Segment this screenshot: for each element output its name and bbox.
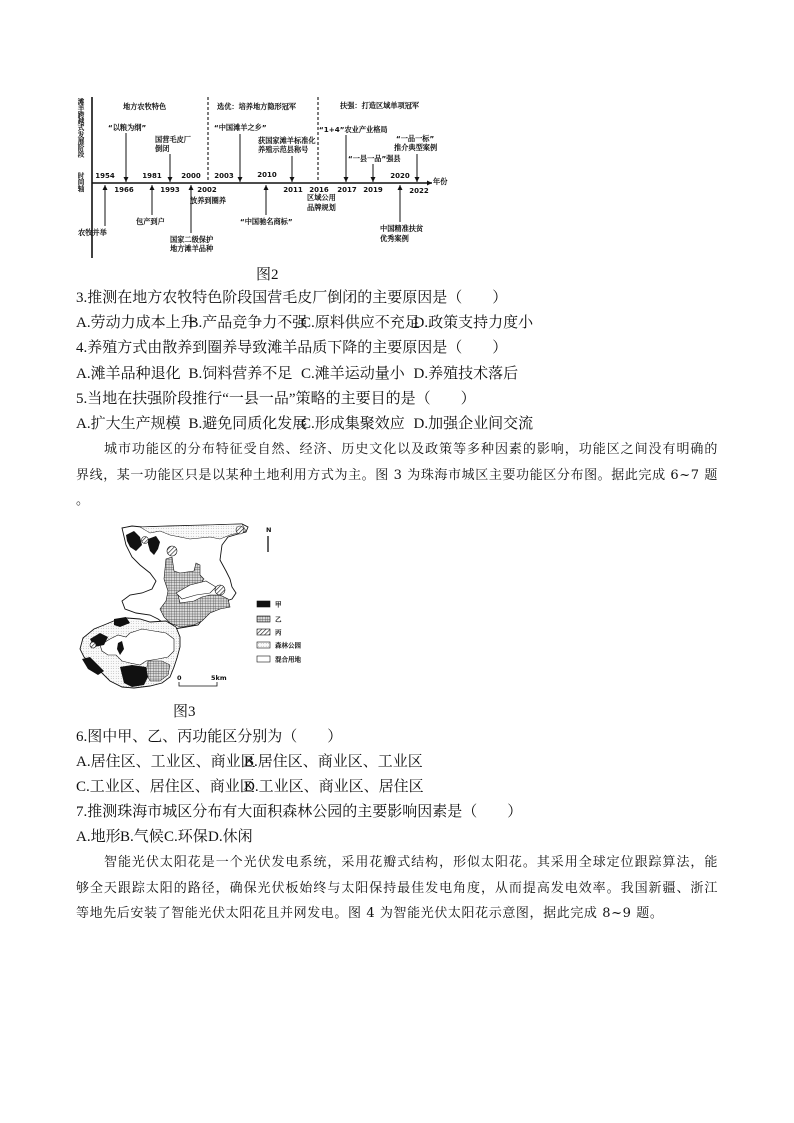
figure-2-caption: 图2 [256,267,279,283]
year-label: 1966 [114,186,134,194]
scale-start-label: 0 [177,674,182,682]
year-label: 2003 [214,172,234,180]
option-c: C.环保 [164,829,208,845]
legend-label: 混合用地 [275,655,301,664]
option-b: B.居住区、商业区、工业区 [244,754,423,770]
event-label: 国家二级保护 [170,235,214,244]
phase-header: 地方农牧特色 [123,102,167,111]
question-4-stem: 4.养殖方式由散养到圈养导致滩羊品质下降的主要原因是（ ） [76,340,508,356]
year-label: 2022 [409,187,429,195]
question-3-stem: 3.推测在地方农牧特色阶段国营毛皮厂倒闭的主要原因是（ ） [76,290,508,306]
legend-swatch-bing [257,629,270,635]
year-label: 2016 [309,186,329,194]
passage-2-line: 够全天跟踪太阳的路径，确保光伏板始终与太阳保持最佳发电角度，从而提高发电效率。我国新疆、浙江 [76,881,718,896]
legend-swatch-forest-park [257,642,270,648]
option-c: C.工业区、居住区、商业区 [76,779,255,795]
legend-label: 甲 [275,600,282,609]
figure-3-caption: 图3 [173,704,196,720]
zhuhai-function-zone-map [70,515,310,695]
option-b: B.避免同质化发展 [188,416,308,432]
year-label: 2017 [337,186,357,194]
option-d: D.休闲 [208,829,253,845]
question-6-options-cd [76,775,424,800]
event-label: 农牧并举 [78,228,107,237]
legend-swatch-mixed-use [257,656,270,662]
event-label: 包产到户 [136,217,165,226]
event-label: 国营毛皮厂 [155,135,191,144]
option-a: A.劳动力成本上升 [76,315,196,331]
phase-header: 选优：培养地方隐形冠军 [217,102,297,111]
event-label: 养殖示范县称号 [258,145,309,154]
question-7-stem: 7.推测珠海市城区分布有大面积森林公园的主要影响因素是（ ） [76,804,523,820]
time-axis-label: 时间轴 [76,172,84,192]
event-label: “1+4”农业产业格局 [319,125,388,134]
question-6-stem: 6.图中甲、乙、丙功能区分别为（ ） [76,729,343,745]
passage-2-line: 智能光伏太阳花是一个光伏发电系统，采用花瓣式结构，形似太阳花。其采用全球定位跟踪算法，能 [104,855,718,870]
scale-bar [179,682,217,686]
zone-bing [142,537,149,544]
axis-end-label: 年份 [433,177,448,186]
question-5-options [76,412,533,437]
year-label: 2011 [283,186,303,194]
event-label: “一县一品”强县 [348,154,401,163]
question-5-stem: 5.当地在扶强阶段推行“一县一品”策略的主要目的是（ ） [76,391,476,407]
event-label: 获国家滩羊标准化 [258,136,316,145]
question-4-options [76,362,518,387]
option-a: A.居住区、工业区、商业区 [76,754,256,770]
zone-bing [90,642,96,648]
year-label: 2020 [390,172,410,180]
figure-3-map [70,515,310,695]
option-b: B.产品竞争力不强 [188,315,308,331]
year-label: 2000 [181,172,201,180]
legend-swatch-yi [257,616,270,622]
event-label: 地方滩羊品种 [170,244,214,253]
option-d: D.养殖技术落后 [413,366,519,382]
scale-end-label: 5km [211,674,227,682]
event-label: 倒闭 [155,144,170,153]
event-label: 放养到圈养 [190,196,226,205]
question-7-options [76,825,253,850]
option-a: A.地形 [76,829,121,845]
figure-2-timeline [70,93,450,263]
option-c: C.滩羊运动量小 [301,366,405,382]
event-label: 品牌规划 [307,203,336,212]
passage-1-line: 。 [76,493,90,508]
year-label: 2002 [197,186,217,194]
question-3-options [76,311,533,336]
event-label: “一品一标” [396,134,435,143]
zone-bing [236,526,244,534]
legend-label: 森林公园 [275,641,301,650]
option-c: C.原料供应不充足 [301,315,420,331]
stage-axis-label: 滩羊跨越式发展阶段 [76,98,84,158]
event-label: “中国滩羊之乡” [214,123,267,132]
option-b: B.饲料营养不足 [188,366,293,382]
event-label: “中国驰名商标” [240,217,293,226]
question-6-options-ab [76,750,423,775]
year-label: 1954 [95,172,115,180]
phase-header: 扶强：打造区域单项冠军 [340,101,420,110]
event-label: 推介典型案例 [394,143,438,152]
passage-2-line: 等地先后安装了智能光伏太阳花且并网发电。图 4 为智能光伏太阳花示意图，据此完成 8~9 题。 [76,906,664,921]
option-d: D.政策支持力度小 [413,315,534,331]
zone-bing [167,546,177,556]
option-c: C.形成集聚效应 [301,416,405,432]
north-label: N [266,526,272,534]
legend-label: 丙 [275,628,282,637]
passage-1-line: 城市功能区的分布特征受自然、经济、历史文化以及政策等多种因素的影响，功能区之间没有明确的 [104,442,718,457]
year-label: 1993 [160,186,180,194]
zone-bing [215,585,225,595]
year-label: 2019 [363,186,383,194]
event-label: 优秀案例 [380,234,409,243]
event-label: 区域公用 [307,193,336,202]
legend-label: 乙 [275,615,282,624]
legend-swatch-jia [257,601,270,607]
map-legend [257,601,302,664]
option-b: B.气候 [120,829,164,845]
year-label: 1981 [142,172,162,180]
event-label: 中国精准扶贫 [380,224,424,233]
option-d: D.加强企业间交流 [413,416,534,432]
passage-1-line: 界线，某一功能区只是以某种土地利用方式为主。图 3 为珠海市城区主要功能区分布图。据此完成 6~7 题 [76,468,718,483]
option-a: A.滩羊品种退化 [76,366,181,382]
option-d: D.工业区、商业区、居住区 [244,779,424,795]
year-label: 2010 [257,171,277,179]
event-label: “以粮为纲” [108,123,147,132]
option-a: A.扩大生产规模 [76,416,181,432]
